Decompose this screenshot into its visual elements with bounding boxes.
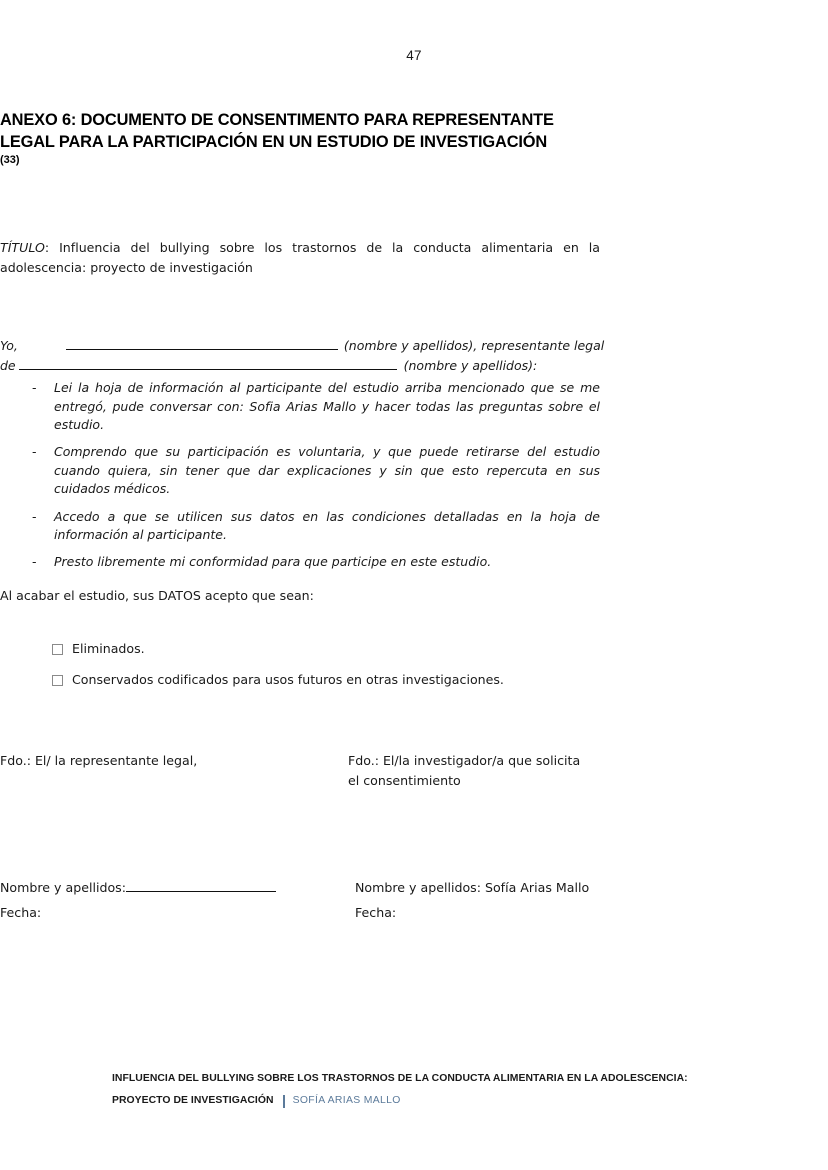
fields-researcher <box>355 875 635 925</box>
footer-separator-icon <box>283 1095 285 1108</box>
study-title-text: Influencia del bullying sobre los trastornos de la conducta alimentaria en la adolescencia: proyecto de investigación <box>0 240 600 275</box>
dash-bullet-icon: - <box>32 444 37 460</box>
list-item-text: Presto libremente mi conformidad para que participe en este estudio. <box>54 554 492 570</box>
representative-name-blank[interactable] <box>66 338 338 350</box>
page-title: ANEXO 6: DOCUMENTO DE CONSENTIMENTO PARA REPRESENTANTE LEGAL PARA LA PARTICIPACIÓN EN UN ESTUDIO DE INVESTIGACIÓN <box>0 111 554 151</box>
list-item-text: Accedo a que se utilicen sus datos en las condiciones detalladas en la hoja de información al participante. <box>54 508 600 543</box>
option-label: Eliminados. <box>72 641 145 656</box>
declaration-identity-block <box>0 336 605 375</box>
footer-line-1: INFLUENCIA DEL BULLYING SOBRE LOS TRASTORNOS DE LA CONDUCTA ALIMENTARIA EN LA ADOLESCENCIA: <box>112 1073 688 1084</box>
list-item <box>0 443 600 499</box>
fields-representative <box>0 875 330 925</box>
list-item <box>0 379 600 435</box>
page-number: 47 <box>406 48 422 63</box>
declaration-statements-list <box>0 379 600 572</box>
declaration-line-participant <box>0 356 600 376</box>
option-eliminados[interactable] <box>52 640 600 658</box>
dash-bullet-icon: - <box>32 380 37 395</box>
signature-block-researcher <box>348 751 603 790</box>
heading-reference: (33) <box>0 154 20 166</box>
signature-block-representative <box>0 751 330 771</box>
researcher-name-row: Nombre y apellidos: Sofía Arias Mallo <box>355 880 590 895</box>
researcher-date-row: Fecha: <box>355 905 397 920</box>
footer-subtitle: PROYECTO DE INVESTIGACIÓN <box>112 1095 274 1106</box>
signature-label-line1: Fdo.: El/la investigador/a que solicita <box>348 753 581 768</box>
option-conservados[interactable] <box>52 671 600 689</box>
representative-name-hint: (nombre y apellidos), representante legal <box>343 338 605 353</box>
study-title-colon: : <box>44 240 50 255</box>
representative-name-row <box>0 875 330 900</box>
signature-label-line1: Fdo.: El/ la representante legal, <box>0 753 198 768</box>
list-item <box>0 553 600 572</box>
date-label: Fecha: <box>0 905 42 920</box>
footer-author: SOFÍA ARIAS MALLO <box>292 1095 401 1106</box>
yo-label: Yo, <box>0 338 18 353</box>
participant-name-hint: (nombre y apellidos): <box>403 357 538 373</box>
representative-date-row <box>0 900 330 925</box>
representative-name-field[interactable] <box>126 880 276 892</box>
de-label: de <box>0 357 16 373</box>
declaration-line-representative <box>0 336 605 356</box>
list-item <box>0 508 600 545</box>
dash-bullet-icon: - <box>32 508 37 524</box>
dash-bullet-icon: - <box>32 554 37 570</box>
list-item-text: Lei la hoja de información al participante del estudio arriba mencionado que se me entregó, pude conversar con: Sofia Arias Mallo y hacer todas las preguntas sobre el estudio. <box>54 380 600 433</box>
signature-label-line2: el consentimiento <box>348 772 461 788</box>
study-title-paragraph <box>0 238 600 278</box>
checkbox-icon[interactable] <box>52 675 63 686</box>
study-title-label: TÍTULO <box>0 240 45 255</box>
data-retention-intro: Al acabar el estudio, sus DATOS acepto que sean: <box>0 588 314 603</box>
list-item-text: Comprendo que su participación es voluntaria, y que puede retirarse del estudio cuando quiera, sin tener que dar explicaciones y sin que esto repercuta en sus cuidados médicos. <box>54 444 600 497</box>
option-label: Conservados codificados para usos futuros en otras investigaciones. <box>72 672 504 687</box>
checkbox-icon[interactable] <box>52 644 63 655</box>
page-footer <box>112 1068 732 1112</box>
footer-line-2 <box>112 1090 732 1112</box>
participant-name-blank[interactable] <box>19 358 397 370</box>
data-retention-options <box>52 640 600 702</box>
name-label: Nombre y apellidos: <box>0 880 126 895</box>
